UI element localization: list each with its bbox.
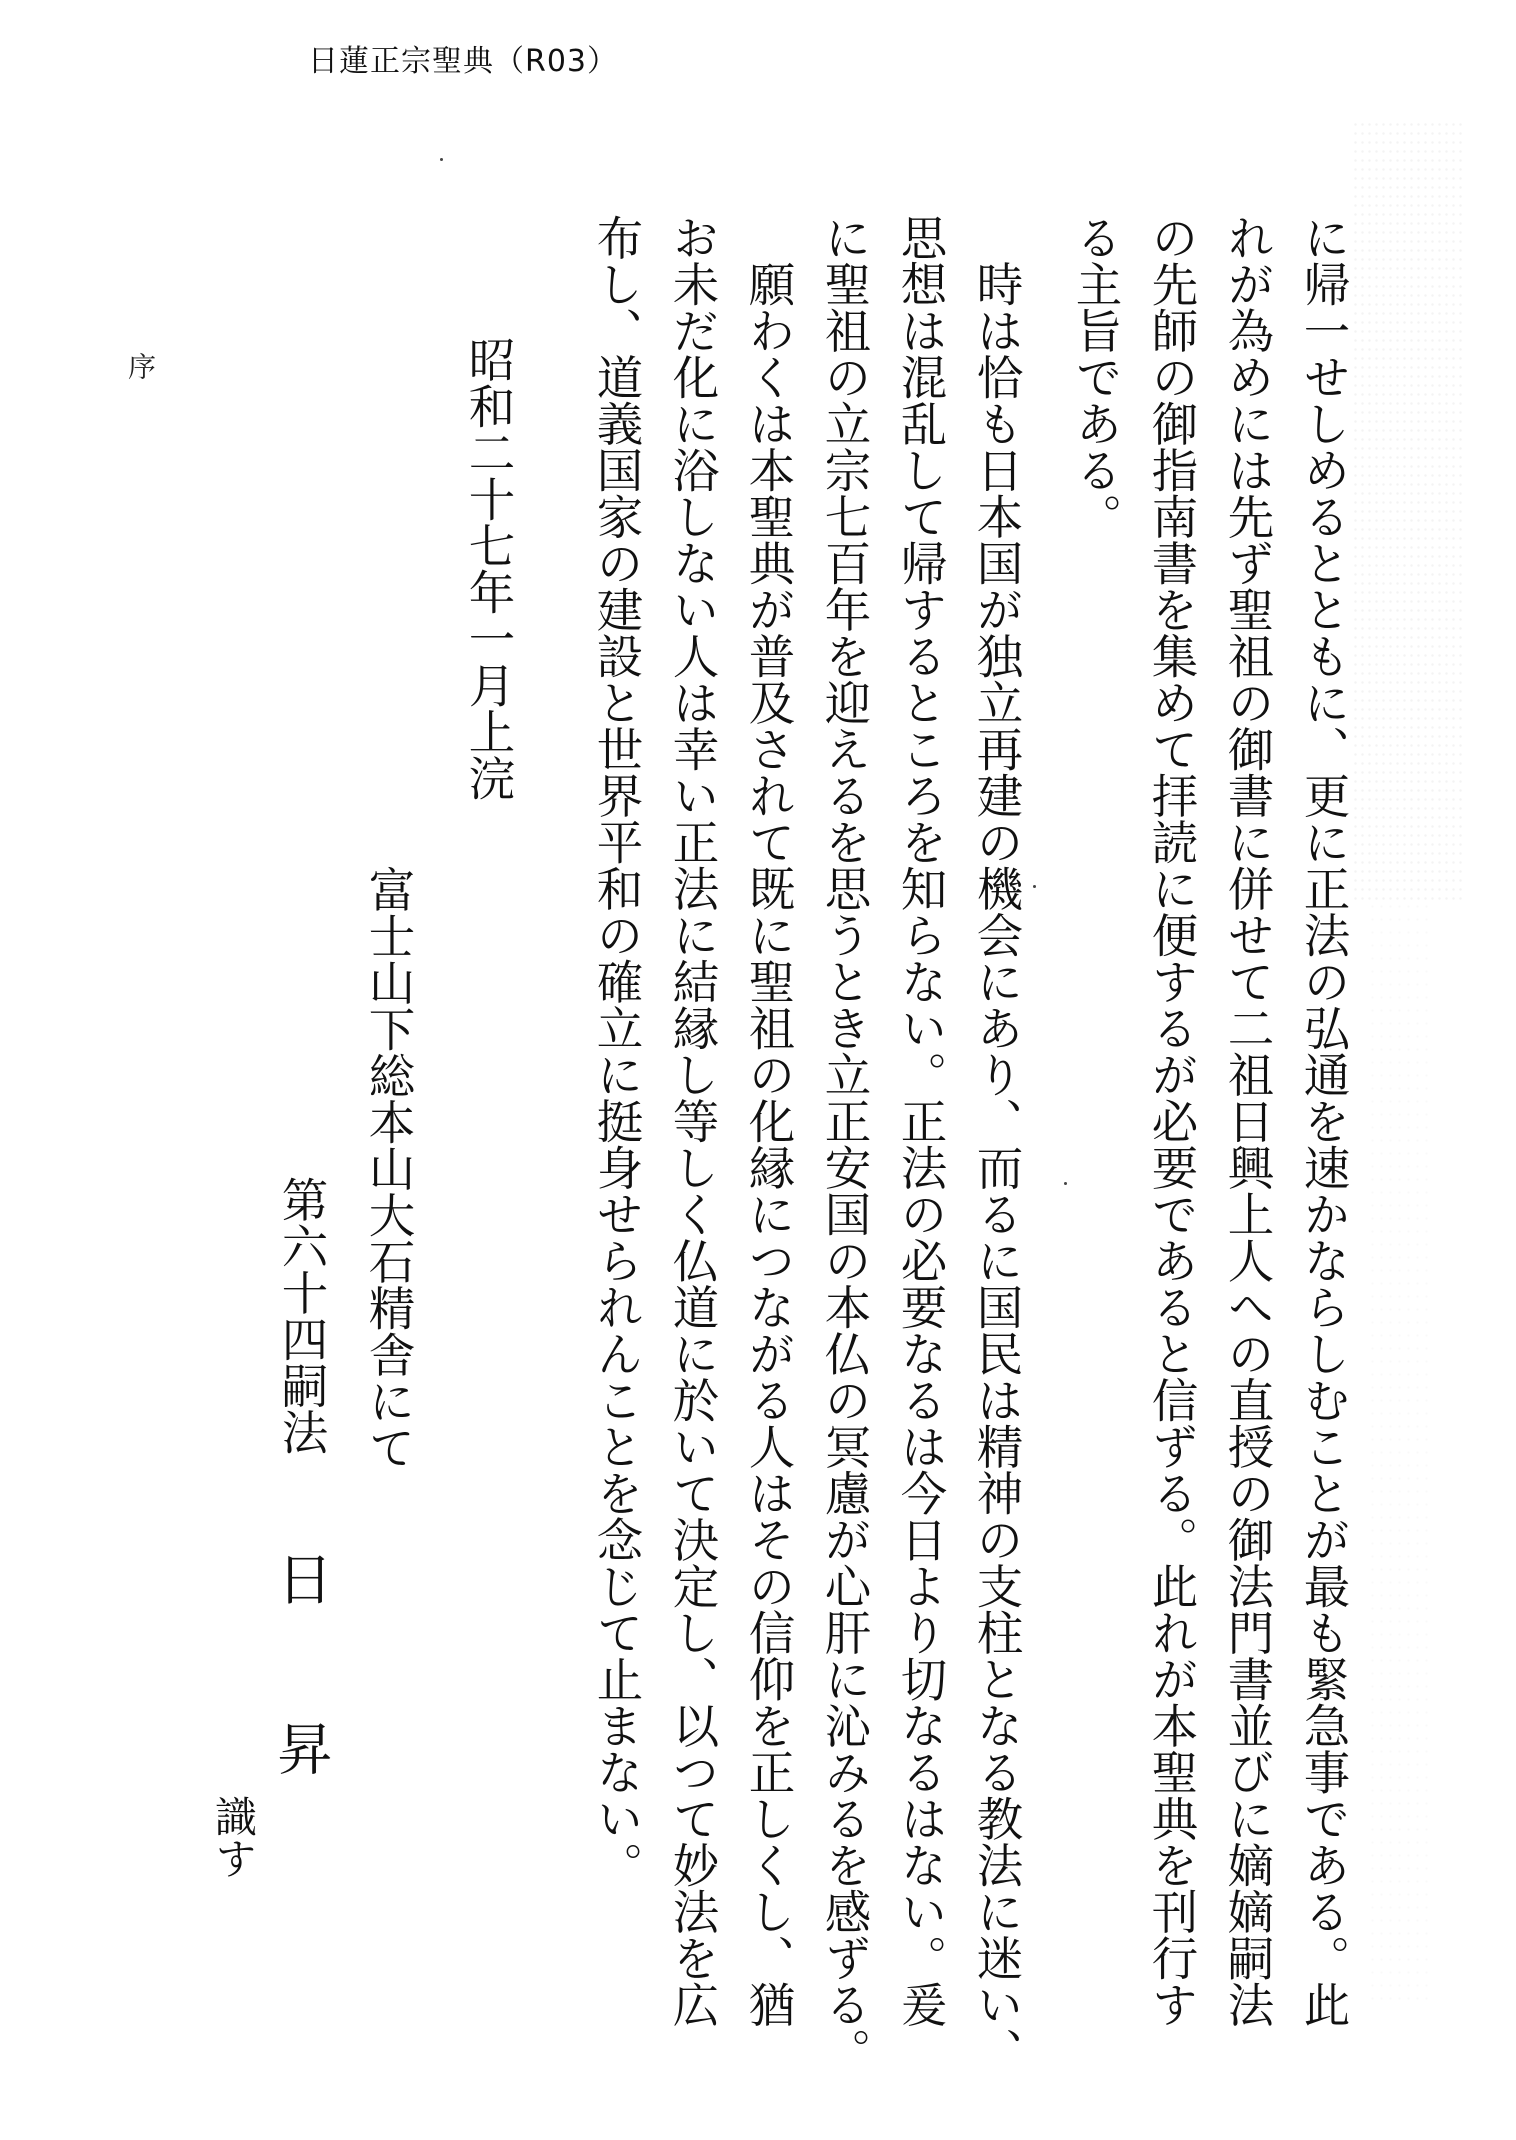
scan-noise-decoration: [1352, 120, 1462, 900]
signature-title: 第六十四嗣法: [274, 1176, 329, 1455]
body-line-2: れが為めには先ず聖祖の御書に併せて二祖日興上人への直授の御法門書並びに嫡嫡嗣法: [1220, 214, 1275, 2028]
body-line-10: 布し、道義国家の建設と世界平和の確立に挺身せられんことを念じて止まない。: [589, 214, 644, 1888]
scan-speck: [440, 158, 443, 161]
body-line-6: 思想は混乱して帰するところを知らない。正法の必要なるは今日より切なるはない。爰: [893, 214, 948, 2028]
body-line-5: 時は恰も日本国が独立再建の機会にあり、而るに国民は精神の支柱となる教法に迷い、: [969, 214, 1024, 2074]
scan-noise-decoration-2: [1368, 900, 1428, 2000]
scan-speck: [1033, 885, 1036, 888]
signature-date: 昭和二十七年一月上浣: [461, 336, 516, 801]
signature-place: 富士山下総本山大石精舎にて: [361, 866, 416, 1471]
body-line-4: る主旨である。: [1068, 214, 1123, 540]
scan-speck: [1064, 1182, 1067, 1185]
signature-name-second: 昇: [268, 1720, 333, 1776]
body-line-9: お未だ化に浴しない人は幸い正法に結縁し等しく仏道に於いて決定し、以つて妙法を広: [665, 214, 720, 2028]
body-line-7: に聖祖の立宗七百年を迎えるを思うとき立正安国の本仏の冥慮が心肝に沁みるを感ずる。: [817, 214, 872, 2074]
body-line-3: の先師の御指南書を集めて拝読に便するが必要であると信ずる。此れが本聖典を刊行す: [1144, 214, 1199, 2028]
signature-closing: 識す: [209, 1795, 258, 1879]
body-line-1: に帰一せしめるとともに、更に正法の弘通を速かならしむことが最も緊急事である。此: [1296, 214, 1351, 2028]
body-line-8: 願わくは本聖典が普及されて既に聖祖の化縁につながる人はその信仰を正しくし、猶: [741, 214, 796, 2028]
section-label: 序: [124, 352, 157, 380]
signature-name-first: 日: [268, 1550, 333, 1606]
page-header-title: 日蓮正宗聖典（R03）: [308, 44, 619, 79]
